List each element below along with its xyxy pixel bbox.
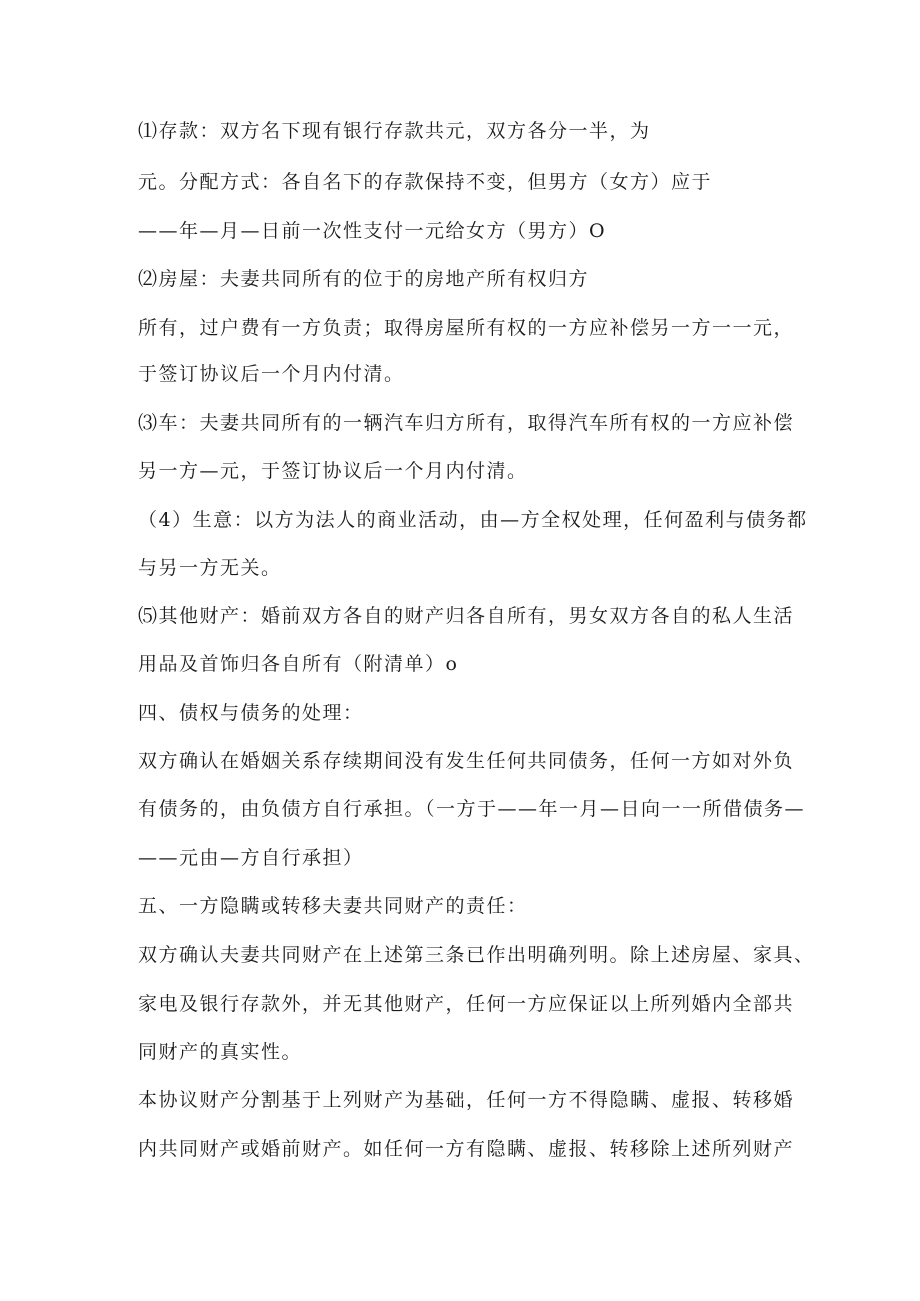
text-line: 同财产的真实性。 <box>138 1041 303 1063</box>
text-line: 用品及首饰归各自所有（附清单）o <box>138 653 459 675</box>
text-line: 内共同财产或婚前财产。如任何一方有隐瞒、虚报、转移除上述所列财产 <box>138 1138 795 1160</box>
text-line: 本协议财产分割基于上列财产为基础，任何一方不得隐瞒、虚报、转移婚 <box>138 1089 795 1111</box>
text-line: ⑴存款：双方名下现有银行存款共元，双方各分一半，为 <box>138 120 651 142</box>
text-line: ⑶车：夫妻共同所有的一辆汽车归方所有，取得汽车所有权的一方应补偿 <box>138 412 795 434</box>
section-heading: 五、一方隐瞒或转移夫妻共同财产的责任： <box>138 895 528 917</box>
text-line: ——元由—方自行承担） <box>138 847 364 869</box>
text-line: 所有，过户费有一方负责；取得房屋所有权的一方应补偿另一方一一元， <box>138 317 795 339</box>
text-line: （4）生意：以方为法人的商业活动，由—方全权处理，任何盈利与债务都 <box>138 509 808 531</box>
text-line: 元。分配方式：各自名下的存款保持不变，但男方（女方）应于 <box>138 171 713 193</box>
text-line: 于签订协议后一个月内付清。 <box>138 363 405 385</box>
text-line: 有债务的，由负债方自行承担。（一方于——年一月—日向一一所借债务— <box>138 798 806 820</box>
text-line: 另一方—元，于签订协议后一个月内付清。 <box>138 460 528 482</box>
section-heading: 四、债权与债务的处理： <box>138 702 364 724</box>
text-line: ——年—月—日前一次性支付一元给女方（男方）O <box>138 220 607 242</box>
text-line: ⑸其他财产：婚前双方各自的财产归各自所有，男女双方各自的私人生活 <box>138 605 795 627</box>
text-line: 家电及银行存款外，并无其他财产，任何一方应保证以上所列婚内全部共 <box>138 993 795 1015</box>
text-line: 双方确认在婚姻关系存续期间没有发生任何共同债务，任何一方如对外负 <box>138 750 795 772</box>
text-line: ⑵房屋：夫妻共同所有的位于的房地产所有权归方 <box>138 268 590 290</box>
text-line: 双方确认夫妻共同财产在上述第三条已作出明确列明。除上述房屋、家具、 <box>138 944 815 966</box>
text-line: 与另一方无关。 <box>138 557 282 579</box>
